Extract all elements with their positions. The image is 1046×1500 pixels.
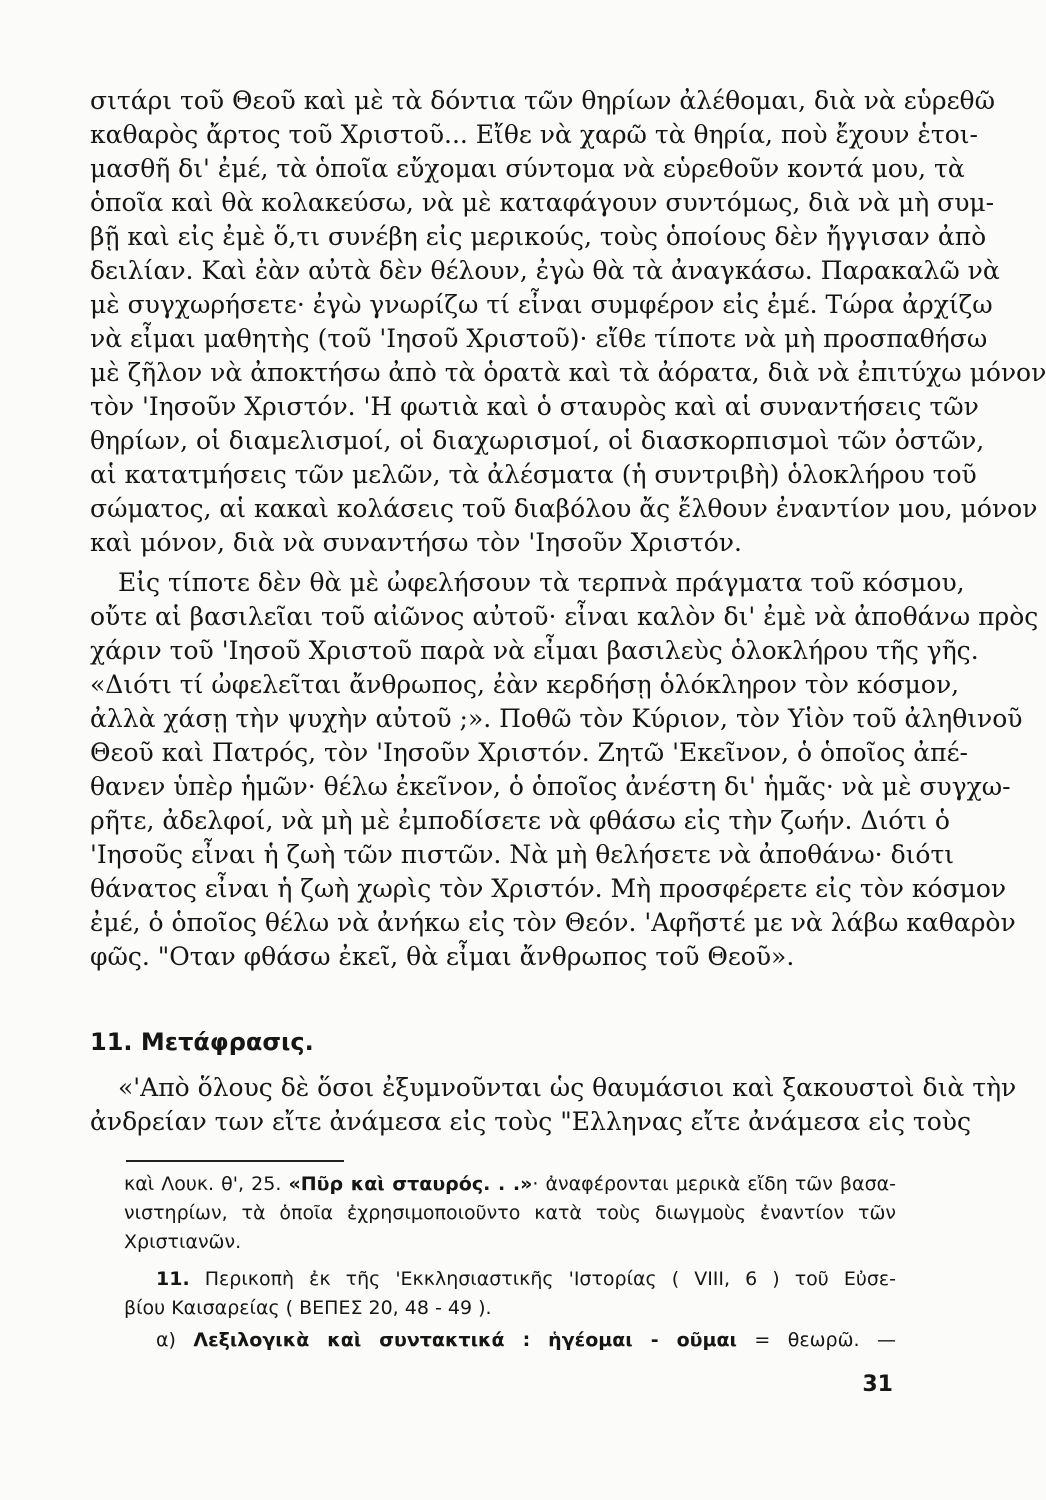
footnote-text: = θεωρῶ. — [736,1329,896,1351]
body-line: «Διότι τί ὠφελεῖται ἄνθρωπος, ἐὰν κερδήσῃ ὁλόκληρον τὸν κόσμον, [90,670,960,699]
body-line: μὲ ζῆλον νὰ ἀποκτήσω ἀπὸ τὰ ὁρατὰ καὶ τὰ ἀόρατα, διὰ νὰ ἐπιτύχω μόνον [90,358,1046,387]
footnote-line [124,1170,896,1199]
body-line: καὶ μόνον, διὰ νὰ συναντήσω τὸν 'Ιησοῦν Χριστόν. [90,528,742,557]
page-number: 31 [862,1372,893,1397]
body-line: φῶς. "Οταν φθάσω ἐκεῖ, θὰ εἶμαι ἄνθρωπος τοῦ Θεοῦ». [90,942,795,971]
body-line: νὰ εἶμαι μαθητὴς (τοῦ 'Ιησοῦ Χριστοῦ)· εἴθε τίποτε νὰ μὴ προσπαθήσω [90,324,988,353]
body-line: μασθῆ δι' ἐμέ, τὰ ὁποῖα εὔχομαι σύντομα νὰ εὑρεθοῦν κοντά μου, τὰ [90,154,965,183]
body-line: θάνατος εἶναι ἡ ζωὴ χωρὶς τὸν Χριστόν. Μὴ προσφέρετε εἰς τὸν κόσμον [90,874,1007,903]
body-line: θηρίων, οἱ διαμελισμοί, οἱ διαχωρισμοί, οἱ διασκορπισμοὶ τῶν ὀστῶν, [90,426,985,455]
body-line: χάριν τοῦ 'Ιησοῦ Χριστοῦ παρὰ νὰ εἶμαι βασιλεὺς ὁλοκλήρου τῆς γῆς. [90,636,979,665]
footnote-quote: «Πῦρ καὶ σταυρός. . .» [288,1173,533,1195]
footnote-line: Χριστιανῶν. [124,1231,242,1253]
body-line: 'Ιησοῦς εἶναι ἡ ζωὴ τῶν πιστῶν. Νὰ μὴ θελήσετε νὰ ἀποθάνω· διότι [90,840,955,869]
body-line: καθαρὸς ἄρτος τοῦ Χριστοῦ... Εἴθε νὰ χαρῶ τὰ θηρία, ποὺ ἔχουν ἑτοι- [90,120,978,149]
footnote-number: 11. [156,1268,190,1290]
footnote-text: Περικοπὴ ἐκ τῆς 'Εκκλησιαστικῆς 'Ιστορίας ( VIII, 6 ) τοῦ Εὐσε- [189,1268,896,1290]
section-heading: 11. Μετάφρασις. [90,1028,314,1056]
lexical-heading: Λεξιλογικὰ καὶ συντακτικά : ἡγέομαι - οῦμαι [193,1329,737,1351]
footnote-text: · ἀναφέρονται μερικὰ εἴδη τῶν βασα- [532,1173,896,1195]
body-line: Θεοῦ καὶ Πατρός, τὸν 'Ιησοῦν Χριστόν. Ζητῶ 'Εκεῖνον, ὁ ὁποῖος ἀπέ- [90,738,969,767]
body-line: ἀλλὰ χάσῃ τὴν ψυχὴν αὐτοῦ ;». Ποθῶ τὸν Κύριον, τὸν Υἱὸν τοῦ ἀληθινοῦ [90,704,1023,733]
body-line: σιτάρι τοῦ Θεοῦ καὶ μὲ τὰ δόντια τῶν θηρίων ἀλέθομαι, διὰ νὰ εὑρεθῶ [90,86,995,115]
body-line: Εἰς τίποτε δὲν θὰ μὲ ὠφελήσουν τὰ τερπνὰ πράγματα τοῦ κόσμου, [118,568,965,597]
footnote-line: βίου Καισαρείας ( ΒΕΠΕΣ 20, 48 - 49 ). [124,1297,492,1319]
body-line: θανεν ὑπὲρ ἡμῶν· θέλω ἐκεῖνον, ὁ ὁποῖος ἀνέστη δι' ἡμᾶς· νὰ μὲ συγχω- [90,772,1011,801]
body-line: οὔτε αἱ βασιλεῖαι τοῦ αἰῶνος αὐτοῦ· εἶναι καλὸν δι' ἐμὲ νὰ ἀποθάνω πρὸς [90,602,1039,631]
body-line: βῇ καὶ εἰς ἐμὲ ὅ,τι συνέβη εἰς μερικούς, τοὺς ὁποίους δὲν ἤγγισαν ἀπὸ [90,222,987,251]
body-line: σώματος, αἱ κακαὶ κολάσεις τοῦ διαβόλου ἄς ἔλθουν ἐναντίον μου, μόνον [90,494,1038,523]
footnote-line [156,1265,896,1294]
footnote-line: νιστηρίων, τὰ ὁποῖα ἐχρησιμοποιοῦντο κατὰ τοὺς διωγμοὺς ἐναντίον τῶν [124,1202,896,1224]
section-line: ἀνδρείαν των εἴτε ἀνάμεσα εἰς τοὺς "Ελληνας εἴτε ἀνάμεσα εἰς τοὺς [90,1107,972,1136]
section-line: «'Απὸ ὅλους δὲ ὅσοι ἐξυμνοῦνται ὡς θαυμάσιοι καὶ ξακουστοὶ διὰ τὴν [118,1073,1017,1102]
footnote-divider [126,1160,344,1162]
footnote-label: α) [156,1329,194,1351]
footnote-line [156,1326,896,1355]
body-line: ὁποῖα καὶ θὰ κολακεύσω, νὰ μὲ καταφάγουν συντόμως, διὰ νὰ μὴ συμ- [90,188,995,217]
body-line: μὲ συγχωρήσετε· ἐγὼ γνωρίζω τί εἶναι συμφέρον εἰς ἐμέ. Τώρα ἀρχίζω [90,290,993,319]
body-line: ἐμέ, ὁ ὁποῖος θέλω νὰ ἀνήκω εἰς τὸν Θεόν. 'Αφῆστέ με νὰ λάβω καθαρὸν [90,908,1016,937]
body-line: τὸν 'Ιησοῦν Χριστόν. 'Η φωτιὰ καὶ ὁ σταυρὸς καὶ αἱ συναντήσεις τῶν [90,392,979,421]
footnote-ref: καὶ Λουκ. θ', 25. [124,1173,289,1195]
body-line: ρῆτε, ἀδελφοί, νὰ μὴ μὲ ἐμποδίσετε νὰ φθάσω εἰς τὴν ζωήν. Διότι ὁ [90,806,950,835]
body-line: αἱ κατατμήσεις τῶν μελῶν, τὰ ἀλέσματα (ἡ συντριβὴ) ὁλοκλήρου τοῦ [90,460,977,489]
body-line: δειλίαν. Καὶ ἐὰν αὐτὰ δὲν θέλουν, ἐγὼ θὰ τὰ ἀναγκάσω. Παρακαλῶ νὰ [90,256,1000,285]
